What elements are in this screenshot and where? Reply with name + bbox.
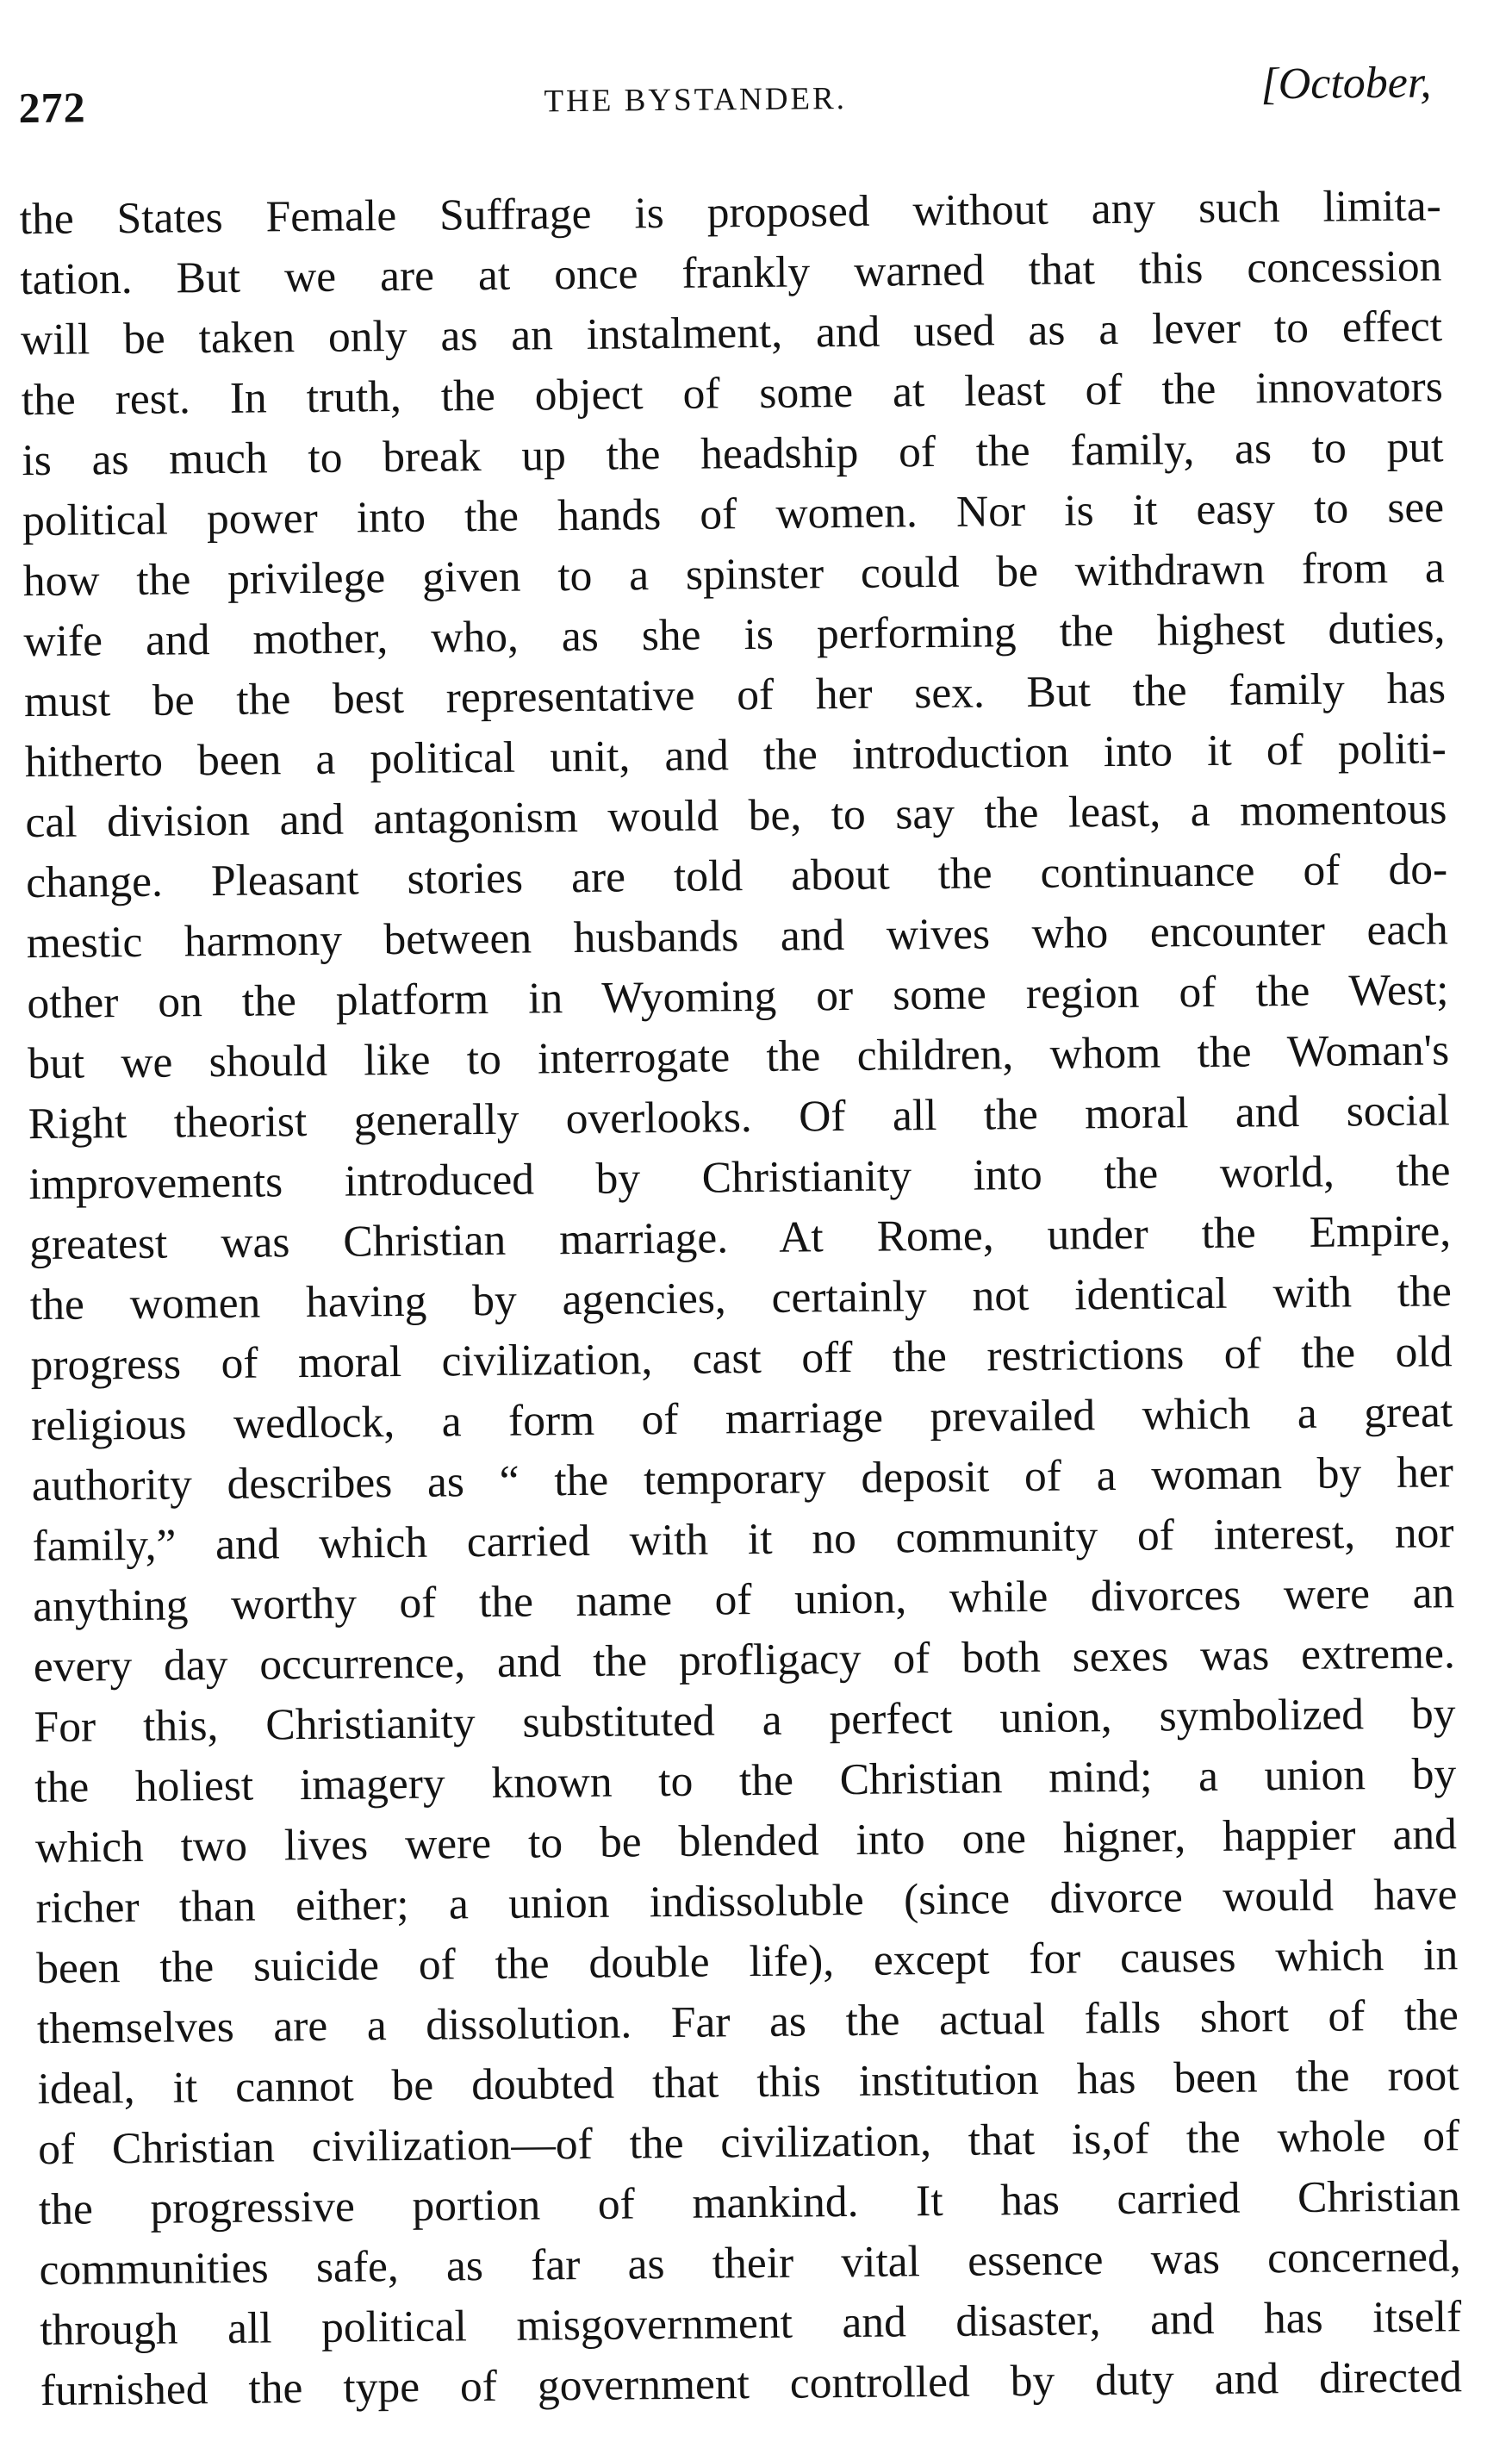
- issue-month: [October,: [1260, 58, 1432, 109]
- text-line: hitherto been a political unit, and the introduction into it of politi-: [24, 724, 1447, 788]
- running-head: [18, 53, 1432, 145]
- text-line: progress of moral civilization, cast off the restrictions of the old: [30, 1327, 1453, 1391]
- text-line: mestic harmony between husbands and wives who encounter each: [26, 905, 1449, 969]
- text-line: which two lives were to be blended into one higner, happier and: [34, 1809, 1458, 1873]
- journal-title: THE BYSTANDER.: [544, 80, 848, 120]
- text-line: is as much to break up the headship of the family, as to put: [22, 422, 1444, 486]
- text-line: been the suicide of the double life), except for causes which in: [35, 1930, 1459, 1994]
- text-line: family,” and which carried with it no community of interest, nor: [32, 1508, 1454, 1572]
- text-line: improvements introduced by Christianity into the world, the: [28, 1146, 1451, 1210]
- text-line: through all political misgovernment and disaster, and has itself: [40, 2292, 1462, 2356]
- text-line: greatest was Christian marriage. At Rome, under the Empire,: [28, 1206, 1452, 1270]
- text-line: every day occurrence, and the profligacy of both sexes was extreme.: [33, 1629, 1456, 1692]
- text-line: the women having by agencies, certainly not identical with the: [29, 1267, 1453, 1330]
- body-paragraph: [19, 176, 1462, 2421]
- text-line: tation. But we are at once frankly warned that this concession: [20, 241, 1442, 305]
- text-line: richer than either; a union indissoluble (since divorce would have: [35, 1870, 1458, 1934]
- text-line: cal division and antagonism would be, to say the least, a momentous: [25, 784, 1447, 848]
- text-line: Right theorist generally overlooks. Of all the moral and social: [28, 1086, 1451, 1149]
- text-line: how the privilege given to a spinster could be withdrawn from a: [22, 543, 1446, 607]
- text-line: religious wedlock, a form of marriage prevailed which a great: [30, 1387, 1453, 1451]
- text-line: must be the best representative of her sex. But the family has: [23, 663, 1447, 727]
- text-line: themselves are a dissolution. Far as the actual falls short of the: [36, 1990, 1459, 2054]
- text-line: other on the platform in Wyoming or some region of the West;: [27, 965, 1449, 1029]
- text-line: of Christian civilization—of the civilization, that is,of the whole of: [38, 2111, 1460, 2175]
- text-line: change. Pleasant stories are told about the continuance of do-: [25, 844, 1448, 908]
- text-line: furnished the type of government controlled by duty and directed: [40, 2352, 1463, 2416]
- text-line: communities safe, as far as their vital essence was concerned,: [39, 2232, 1461, 2295]
- text-line: the holiest imagery known to the Christian mind; a union by: [34, 1749, 1457, 1813]
- text-line: For this, Christianity substituted a perfect union, symbolized by: [34, 1689, 1456, 1753]
- text-line: the progressive portion of mankind. It has carried Christian: [38, 2171, 1461, 2235]
- text-line: the rest. In truth, the object of some at least of the innovators: [21, 362, 1443, 426]
- text-line: anything worthy of the name of union, while divorces were an: [32, 1568, 1455, 1632]
- text-line: ideal, it cannot be doubted that this institution has been the root: [37, 2051, 1459, 2115]
- text-line: the States Female Suffrage is proposed without any such limita-: [19, 181, 1441, 245]
- page-number: 272: [18, 83, 86, 133]
- text-line: authority describes as “ the temporary deposit of a woman by her: [31, 1448, 1454, 1511]
- text-line: political power into the hands of women. Nor is it easy to see: [22, 483, 1445, 546]
- text-line: will be taken only as an instalment, and used as a lever to effect: [20, 302, 1443, 365]
- text-line: wife and mother, who, as she is performing the highest duties,: [23, 603, 1446, 667]
- text-line: but we should like to interrogate the children, whom the Woman's: [27, 1025, 1450, 1089]
